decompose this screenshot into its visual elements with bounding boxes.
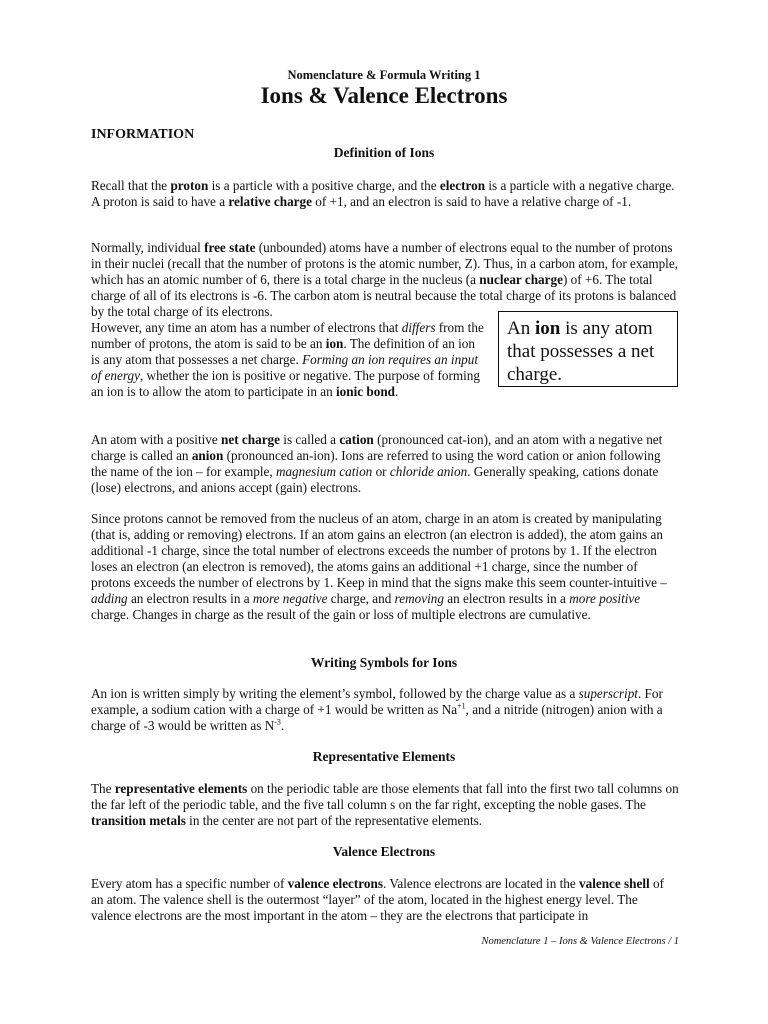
text-run: Every atom has a specific number of (91, 876, 288, 891)
text-run: an electron results in a (443, 591, 570, 606)
text-run: ) of +6. The total charge of all of its electrons is -6. The carbon atom is neutral because the total charge of its protons is balanced by the total charge of its electrons. (91, 272, 677, 319)
paragraph-valence-electrons (91, 876, 679, 924)
text-run: , and a nitride (nitrogen) anion with a charge of -3 would be written as N (91, 702, 663, 733)
heading-writing-symbols: Writing Symbols for Ions (310, 655, 458, 670)
callout-ion-definition (498, 311, 678, 387)
text-run: an electron results in a (127, 591, 253, 606)
italic-text: superscript (578, 686, 638, 701)
italic-text: chloride anion (389, 464, 468, 479)
text-run: is called a (280, 432, 340, 447)
info-label: INFORMATION (91, 127, 195, 142)
superscript-charge: +1 (457, 701, 466, 711)
bold-term: representative elements (114, 781, 248, 796)
text-run: . For example, a sodium cation with a charge of +1 would be written as Na (91, 686, 663, 717)
text-run: in the center are not part of the representative elements. (185, 813, 483, 828)
paragraph-cation-anion (91, 432, 679, 496)
text-run: . (395, 384, 399, 399)
text-run: . Valence electrons are located in the (382, 876, 579, 891)
document-title: Ions & Valence Electrons (260, 83, 508, 108)
bold-term: nuclear charge (479, 272, 563, 287)
heading-representative-elements: Representative Elements (312, 749, 456, 764)
italic-text: more positive (569, 591, 641, 606)
bold-term: proton (170, 178, 209, 193)
text-run: (pronounced an-ion). Ions are referred to using the word cation or anion following the name of the ion – for example, (91, 448, 661, 479)
paragraph-ion-definition (91, 320, 487, 400)
bold-term: free state (204, 240, 256, 255)
paragraph-representative-elements (91, 781, 679, 829)
text-run: (unbounded) atoms have a number of electrons equal to the number of protons in their nuclei (recall that the number of protons is the atomic number, Z). Thus, in a carbon atom, for example, which has an atomic number of 6, there is a total charge in the nucleus (a (91, 240, 678, 287)
italic-text: more negative (252, 591, 328, 606)
paragraph-charge-manipulation (91, 511, 679, 623)
text-run: The (91, 781, 115, 796)
text-run: or (372, 464, 390, 479)
bold-term: relative charge (228, 194, 312, 209)
text-run: , whether the ion is positive or negative. The purpose of forming an ion is to allow the atom to participate in an (91, 368, 480, 399)
page-footer: Nomenclature 1 – Ions & Valence Electrons / 1 (481, 936, 679, 947)
superscript-charge: -3 (274, 717, 281, 727)
bold-term: cation (339, 432, 374, 447)
italic-text: removing (394, 591, 444, 606)
text-run: Since protons cannot be removed from the nucleus of an atom, charge in an atom is created by manipulating (that is, adding or removing) electrons. If an atom gains an electron (an electron is added), the atom gains an additional -1 charge, since the total number of electrons exceeds the number of protons by 1. If the electron loses an electron (an electron is removed), the atoms gains an additional +1 charge, since the number of protons exceeds the number of electrons by 1. Keep in mind that the signs make this seem counter-intuitive – (91, 511, 667, 590)
bold-term: ion (325, 336, 344, 351)
text-run: Recall that the (91, 178, 171, 193)
text-run: of an atom. The valence shell is the outermost “layer” of the atom, located in the highest energy level. The valence electrons are the most important in the atom – they are the electrons that participate in (91, 876, 664, 923)
text-run: . Generally speaking, cations donate (lose) electrons, and anions accept (gain) electrons. (91, 464, 659, 495)
text-run: charge, and (327, 591, 395, 606)
paragraph-proton-electron (91, 178, 679, 210)
text-run: of +1, and an electron is said to have a relative charge of -1. (311, 194, 632, 209)
italic-text: magnesium cation (275, 464, 373, 479)
heading-valence-electrons: Valence Electrons (332, 844, 436, 859)
bold-term: ionic bond (336, 384, 396, 399)
text-run: An (507, 318, 535, 339)
paragraph-free-state (91, 240, 679, 320)
text-run: is a particle with a positive charge, and the (208, 178, 440, 193)
text-run: . The definition of an ion is any atom that possesses a net charge. (91, 336, 475, 367)
text-run: Normally, individual (91, 240, 205, 255)
bold-term: ion (534, 318, 561, 339)
bold-term: valence electrons (287, 876, 383, 891)
text-run: on the periodic table are those elements that fall into the first two tall columns on the far left of the periodic table, and the five tall column s on the far right, excepting the noble gases. The (91, 781, 679, 812)
bold-term: electron (439, 178, 486, 193)
text-run: is a particle with a negative charge. A proton is said to have a (91, 178, 675, 209)
text-run: is any atom that possesses a net charge. (507, 318, 655, 385)
bold-term: net charge (221, 432, 280, 447)
italic-text: adding (91, 591, 128, 606)
text-run: . (280, 718, 285, 733)
document-supertitle: Nomenclature & Formula Writing 1 (287, 68, 481, 82)
text-run: charge. Changes in charge as the result of the gain or loss of multiple electrons are cumulative. (91, 607, 591, 622)
bold-term: anion (191, 448, 224, 463)
bold-term: transition metals (91, 813, 186, 828)
text-run: However, any time an atom has a number of electrons that (91, 320, 402, 335)
italic-text: differs (401, 320, 436, 335)
bold-term: valence shell (579, 876, 650, 891)
text-run: An ion is written simply by writing the element’s symbol, followed by the charge value as a (91, 686, 579, 701)
paragraph-ion-symbols (91, 686, 679, 734)
text-run: (pronounced cat-ion), and an atom with a negative net charge is called an (91, 432, 663, 463)
text-run: An atom with a positive (91, 432, 222, 447)
italic-text: Forming an ion requires an input of energy (91, 352, 479, 383)
heading-definition-of-ions: Definition of Ions (333, 145, 435, 160)
text-run: from the number of protons, the atom is said to be an (91, 320, 484, 351)
